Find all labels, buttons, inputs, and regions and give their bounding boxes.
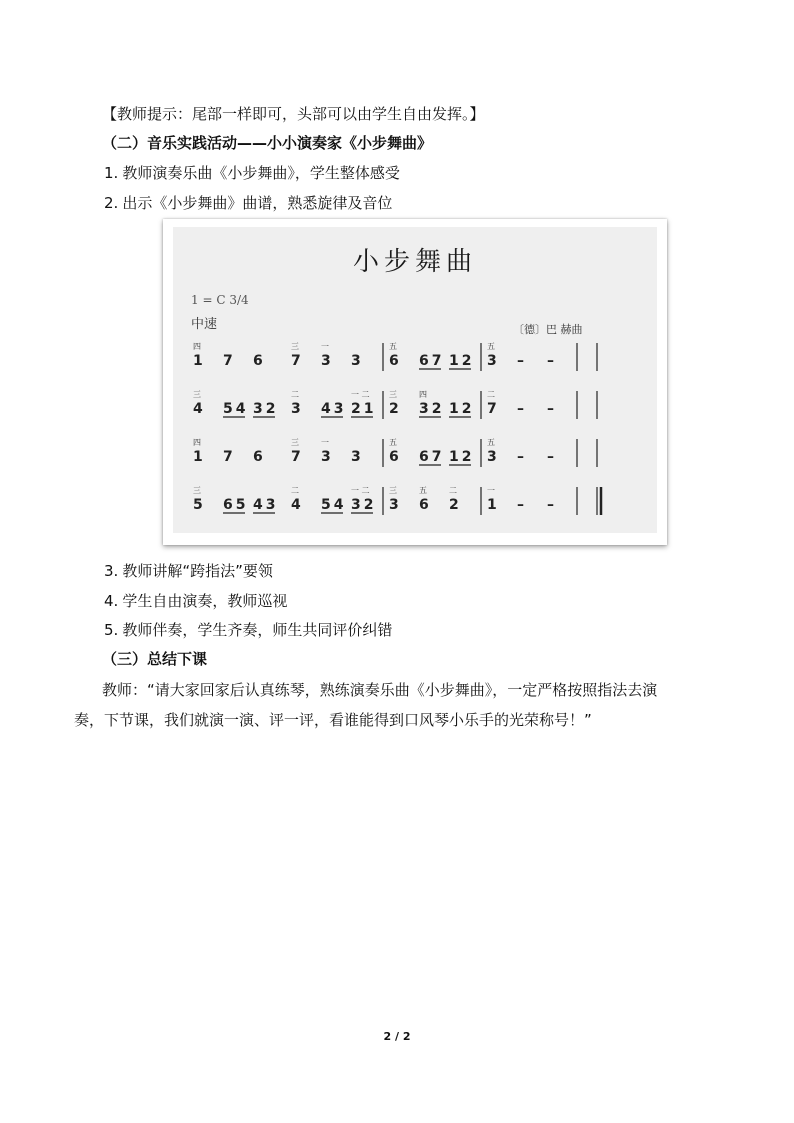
- step-item: [104, 620, 392, 640]
- score-note: 1: [193, 449, 203, 465]
- step-number: 2.: [104, 194, 119, 212]
- score-note: 67: [419, 449, 445, 465]
- score-note: 43: [321, 401, 347, 417]
- step-number: 1.: [104, 164, 119, 182]
- section-3-title: （三）总结下课: [102, 650, 208, 668]
- score-fingering: 三: [193, 486, 201, 495]
- step-item: [104, 561, 273, 581]
- step-item: [104, 163, 400, 183]
- score-note: 32: [253, 401, 279, 417]
- page-number: 2 / 2: [383, 1030, 411, 1043]
- score-note: –: [547, 353, 554, 369]
- score-note: –: [547, 497, 554, 513]
- score-note: 7: [291, 449, 301, 465]
- score-note: –: [517, 401, 524, 417]
- score-note: 6: [419, 497, 429, 513]
- score-note: 1: [487, 497, 497, 513]
- score-note: 7: [223, 449, 233, 465]
- score-fingering: 二: [449, 486, 457, 495]
- score-fingering: 一 二: [351, 390, 370, 399]
- step-item: [104, 193, 392, 213]
- step-item: [104, 591, 287, 611]
- score-note: 21: [351, 401, 377, 417]
- score-fingering: 四: [193, 438, 201, 447]
- score-fingering: 一: [321, 438, 329, 447]
- score-note: 6: [253, 449, 263, 465]
- score-note: 5: [193, 497, 203, 513]
- score-note: 2: [449, 497, 459, 513]
- score-fingering: 五: [389, 342, 397, 351]
- score-note: –: [547, 449, 554, 465]
- score-fingering: 二: [291, 390, 299, 399]
- step-text: 教师演奏乐曲《小步舞曲》，学生整体感受: [122, 164, 400, 182]
- score-paper: [173, 227, 657, 533]
- score-note: 32: [419, 401, 445, 417]
- step-number: 5.: [104, 621, 119, 639]
- score-fingering: 一: [487, 486, 495, 495]
- score-note: 65: [223, 497, 249, 513]
- score-note: 6: [389, 449, 399, 465]
- score-note: 12: [449, 353, 475, 369]
- score-note: 7: [291, 353, 301, 369]
- score-fingering: 一 二: [351, 486, 370, 495]
- score-fingering: 三: [291, 438, 299, 447]
- score-time-signature: 3/4: [229, 293, 249, 307]
- score-note: 32: [351, 497, 377, 513]
- score-note: 3: [487, 353, 497, 369]
- score-notation: [173, 227, 657, 533]
- step-number: 4.: [104, 592, 119, 610]
- score-fingering: 二: [291, 486, 299, 495]
- score-note: 4: [193, 401, 203, 417]
- score-note: 3: [291, 401, 301, 417]
- score-note: 6: [389, 353, 399, 369]
- score-note: 3: [321, 353, 331, 369]
- step-text: 教师讲解“跨指法”要领: [122, 562, 273, 580]
- score-note: –: [517, 353, 524, 369]
- score-fingering: 四: [193, 342, 201, 351]
- score-image: [163, 219, 667, 545]
- score-note: 12: [449, 449, 475, 465]
- score-fingering: 一: [321, 342, 329, 351]
- closing-paragraph-line: 教师：“请大家回家后认真练琴，熟练演奏乐曲《小步舞曲》，一定严格按照指法去演: [102, 681, 658, 699]
- score-note: 54: [223, 401, 249, 417]
- score-fingering: 二: [487, 390, 495, 399]
- score-title: 小步舞曲: [352, 247, 477, 277]
- score-fingering: 五: [389, 438, 397, 447]
- closing-paragraph-line: 奏，下节课，我们就演一演、评一评，看谁能得到口风琴小乐手的光荣称号！”: [74, 711, 592, 729]
- score-note: 3: [487, 449, 497, 465]
- score-note: 54: [321, 497, 347, 513]
- score-note: 3: [351, 449, 361, 465]
- score-composer: 〔德〕巴 赫曲: [513, 323, 583, 336]
- step-number: 3.: [104, 562, 119, 580]
- step-text: 教师伴奏，学生齐奏，师生共同评价纠错: [122, 621, 393, 639]
- score-fingering: 三: [193, 390, 201, 399]
- teacher-hint: 【教师提示：尾部一样即可，头部可以由学生自由发挥。】: [102, 105, 485, 123]
- score-note: 1: [193, 353, 203, 369]
- score-note: 2: [389, 401, 399, 417]
- score-note: 3: [389, 497, 399, 513]
- score-fingering: 五: [487, 438, 495, 447]
- score-note: 7: [487, 401, 497, 417]
- step-text: 出示《小步舞曲》曲谱，熟悉旋律及音位: [122, 194, 393, 212]
- score-note: –: [517, 497, 524, 513]
- score-note: 4: [291, 497, 301, 513]
- score-tempo: 中速: [191, 317, 218, 332]
- score-note: 3: [351, 353, 361, 369]
- score-note: 12: [449, 401, 475, 417]
- score-note: 43: [253, 497, 279, 513]
- score-fingering: 三: [389, 486, 397, 495]
- score-key-value: 1 = C: [191, 293, 226, 307]
- score-fingering: 四: [419, 390, 427, 399]
- score-note: 67: [419, 353, 445, 369]
- score-note: 3: [321, 449, 331, 465]
- score-fingering: 三: [389, 390, 397, 399]
- score-note: 6: [253, 353, 263, 369]
- score-note: –: [517, 449, 524, 465]
- section-2-title: （二）音乐实践活动——小小演奏家《小步舞曲》: [102, 134, 433, 152]
- score-note: –: [547, 401, 554, 417]
- step-text: 学生自由演奏，教师巡视: [122, 592, 288, 610]
- score-note: 7: [223, 353, 233, 369]
- score-fingering: 三: [291, 342, 299, 351]
- score-fingering: 五: [419, 486, 427, 495]
- score-fingering: 五: [487, 342, 495, 351]
